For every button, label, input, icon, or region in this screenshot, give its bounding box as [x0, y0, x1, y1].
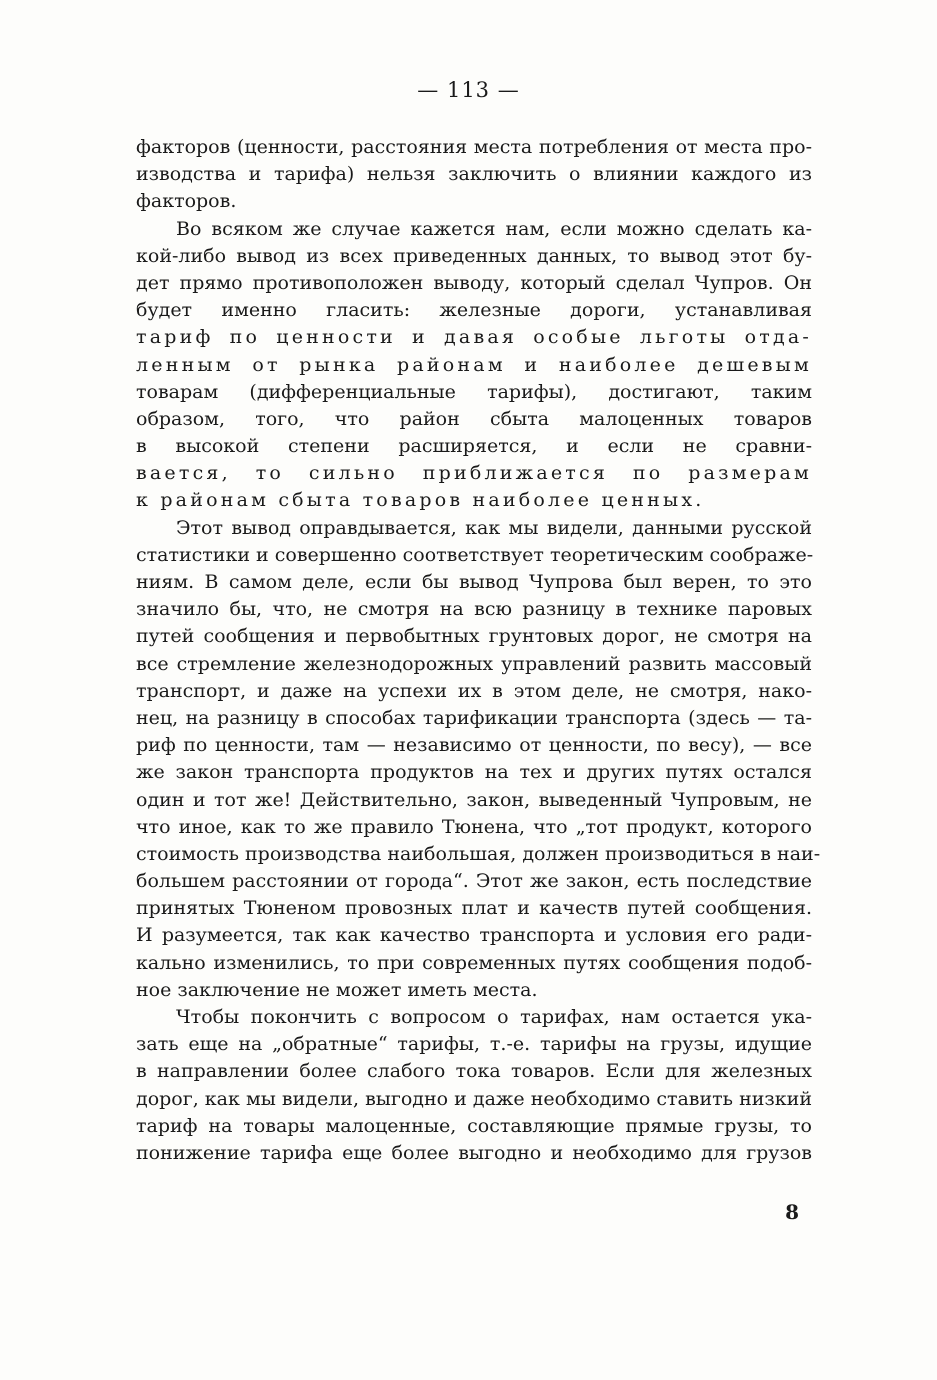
text-line: риф по ценности, там — независимо от ценности, по весу), — все [136, 734, 812, 757]
text-line: значило бы, что, не смотря на всю разницу в технике паровых [136, 598, 812, 621]
text-line: транспорт, и даже на успехи их в этом деле, не смотря, нако- [136, 679, 812, 702]
text-line: Чтобы покончить с вопросом о тарифах, нам остается ука- [176, 1006, 812, 1028]
text-line: дет прямо противоположен выводу, который сделал Чупров. Он [136, 271, 812, 294]
text-line: зать еще на „обратные“ тарифы, т.-е. тарифы на грузы, идущие [136, 1033, 812, 1056]
text-line: кой-либо вывод из всех приведенных данных, то вывод этот бу- [136, 244, 812, 267]
text-line: Этот вывод оправдывается, как мы видели, данными русской [176, 516, 812, 539]
text-line: тариф на товары малоценные, составляющие прямые грузы, то [136, 1114, 812, 1137]
text-line: товарам (дифференциальные тарифы), достигают, таким [136, 380, 812, 403]
signature-mark: 8 [785, 1200, 799, 1224]
text-line: факторов (ценности, расстояния места потребления от места про- [136, 136, 812, 158]
text-line: будет именно гласить: железные дороги, устанавливая [136, 299, 812, 322]
text-line: же закон транспорта продуктов на тех и других путях остался [136, 761, 812, 784]
text-line: ленным от рынка районам и наиболее дешевым [136, 353, 812, 376]
text-line: Во всяком же случае кажется нам, если можно сделать ка- [176, 217, 812, 240]
body-text [136, 134, 821, 1167]
text-line: принятых Тюненом провозных плат и качеств путей сообщения. [136, 897, 812, 920]
text-line: все стремление железнодорожных управлений развить массовый [136, 652, 812, 675]
text-line: что иное, как то же правило Тюнена, что „тот продукт, которого [136, 815, 812, 838]
page-number: — 113 — [417, 78, 520, 102]
text-line: нец, на разницу в способах тарификации транспорта (здесь — та- [136, 706, 812, 729]
text-line: дорог, как мы видели, выгодно и даже необходимо ставить низкий [136, 1087, 812, 1110]
text-line: путей сообщения и первобытных грунтовых дорог, не смотря на [136, 625, 812, 648]
text-line: в направлении более слабого тока товаров. Если для железных [136, 1060, 812, 1083]
text-line: статистики и совершенно соответствует теоретическим соображе- [136, 543, 814, 566]
text-line: ниям. В самом деле, если бы вывод Чупрова был верен, то это [136, 571, 812, 593]
text-line: факторов. [136, 190, 237, 213]
text-line: изводства и тарифа) нельзя заключить о влиянии каждого из [136, 163, 812, 186]
text-line: тариф по ценности и давая особые льготы отда- [136, 326, 812, 349]
text-line: И разумеется, так как качество транспорта и условия его ради- [136, 924, 812, 947]
text-line: к районам сбыта товаров наиболее ценных. [136, 489, 705, 512]
text-line: вается, то сильно приближается по размерам [136, 462, 812, 485]
text-line: образом, того, что район сбыта малоценных товаров [136, 407, 812, 430]
text-line: понижение тарифа еще более выгодно и необходимо для грузов [136, 1141, 812, 1164]
text-line: кально изменились, то при современных путях сообщения подоб- [136, 951, 812, 974]
text-line: один и тот же! Действительно, закон, выведенный Чупровым, не [136, 788, 812, 811]
text-line: стоимость производства наибольшая, должен производиться в наи- [136, 842, 821, 865]
text-line: в высокой степени расширяется, и если не сравни- [136, 435, 812, 458]
text-line: большем расстоянии от города“. Этот же закон, есть последствие [136, 870, 812, 893]
text-line: ное заключение не может иметь места. [136, 978, 538, 1001]
